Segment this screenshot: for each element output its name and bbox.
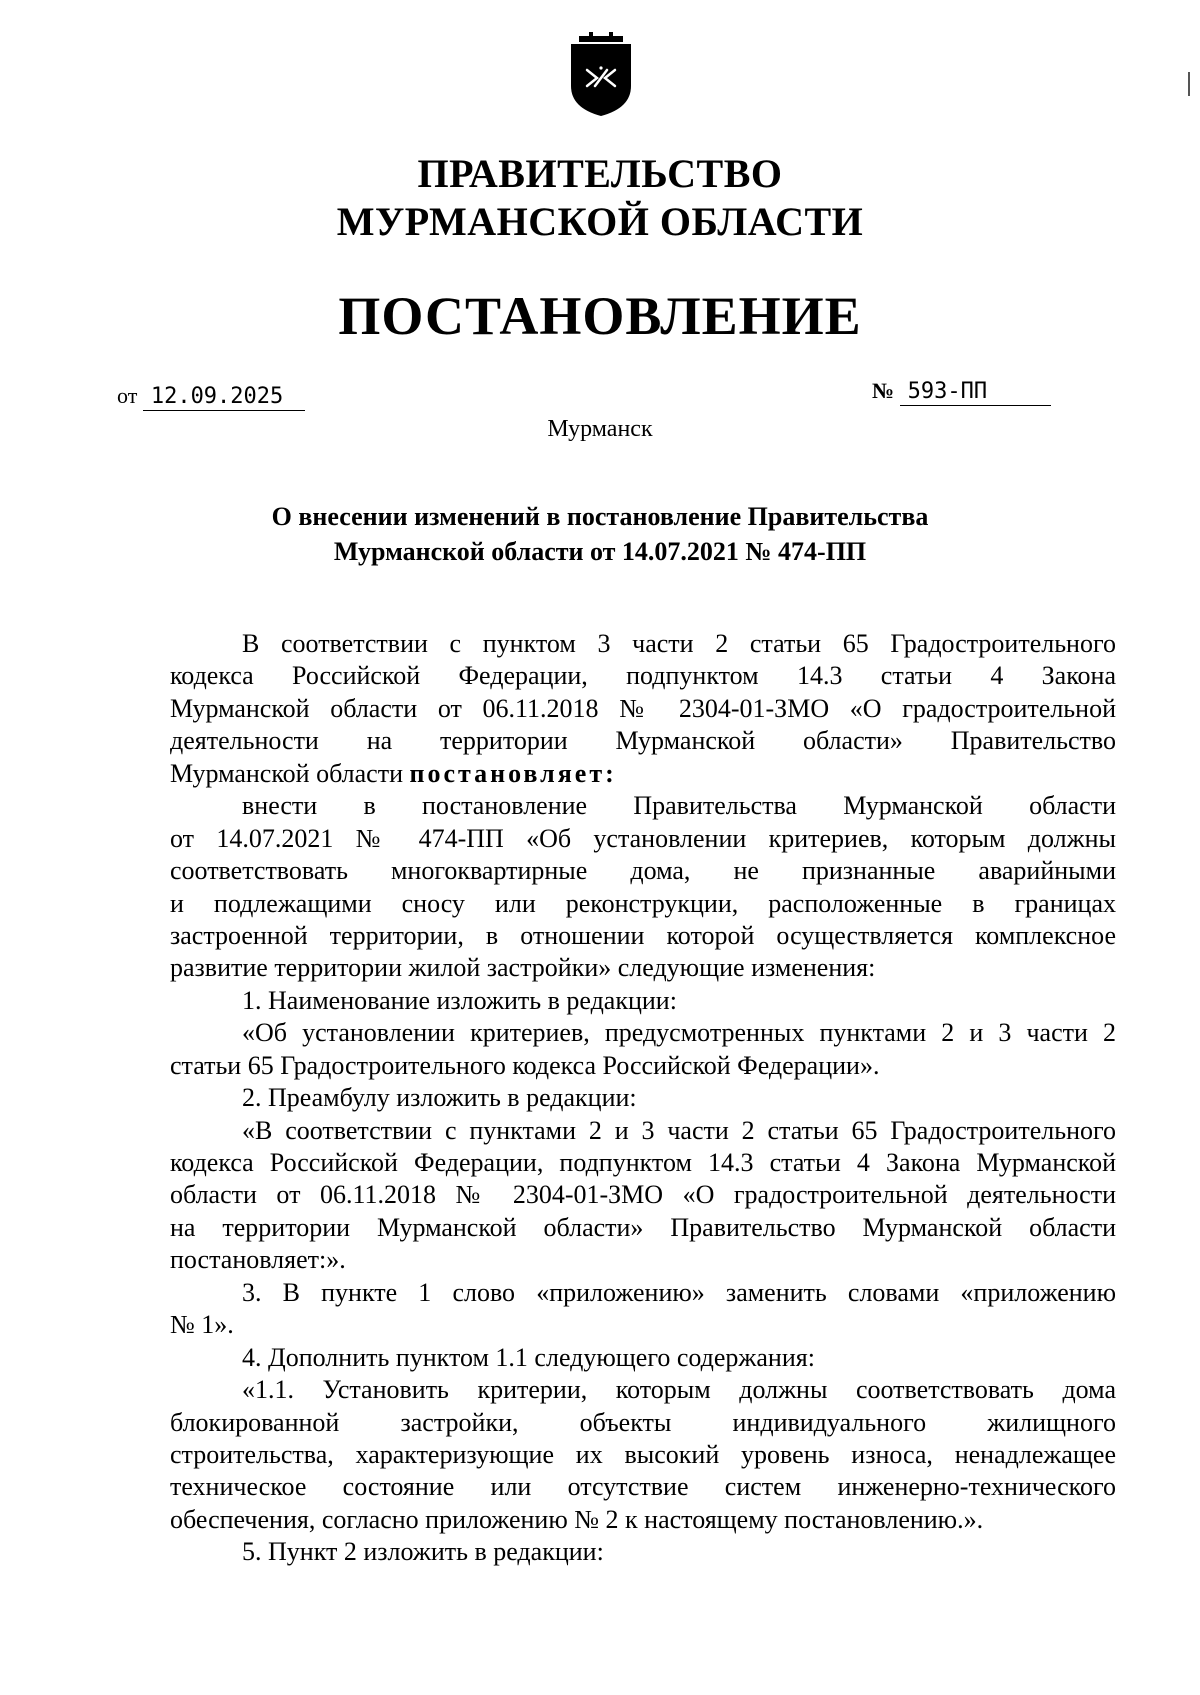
body-line: «В соответствии с пунктами 2 и 3 части 2 статьи 65 Градостроительного	[242, 1115, 1116, 1145]
body-line: В соответствии с пунктом 3 части 2 статьи 65 Градостроительного	[242, 629, 1116, 658]
body-line: кодекса Российской Федерации, подпунктом 14.3 статьи 4 Закона Мурманской	[170, 1148, 1116, 1177]
org-name-line1: ПРАВИТЕЛЬСТВО	[417, 151, 783, 196]
body-line: соответствовать многоквартирные дома, не признанные аварийными	[170, 856, 1116, 886]
document-number: 593-ПП	[900, 379, 1051, 406]
body-line: № 1».	[170, 1310, 234, 1340]
body-line: Мурманской области от 06.11.2018 № 2304-01-ЗМО «О градостроительной	[170, 693, 1116, 723]
body-line: и подлежащими сносу или реконструкции, расположенные в границах	[170, 888, 1116, 918]
date-prefix: от	[117, 383, 138, 408]
org-name-line2: МУРМАНСКОЙ ОБЛАСТИ	[336, 199, 864, 244]
body-line: техническое состояние или отсутствие систем инженерно-технического	[170, 1472, 1116, 1502]
body-line: 4. Дополнить пунктом 1.1 следующего содержания:	[242, 1342, 815, 1372]
body-line: внести в постановление Правительства Мурманской области	[242, 791, 1116, 821]
date-row	[117, 383, 305, 411]
subject-line2: Мурманской области от 14.07.2021 № 474-ПП	[333, 537, 867, 566]
body-line: развитие территории жилой застройки» следующие изменения:	[170, 953, 876, 983]
body-line: застроенной территории, в отношении которой осуществляется комплексное	[170, 920, 1116, 950]
body-line: кодекса Российской Федерации, подпунктом 14.3 статьи 4 Закона	[170, 661, 1116, 691]
body-line: 2. Преамбулу изложить в редакции:	[242, 1083, 637, 1113]
body-line: 1. Наименование изложить в редакции:	[242, 985, 677, 1015]
body-line-text: Мурманской области	[170, 758, 410, 788]
subject-line1: О внесении изменений в постановление Правительства	[271, 502, 929, 531]
body-line: 5. Пункт 2 изложить в редакции:	[242, 1537, 604, 1567]
body-line: постановляет:».	[170, 1245, 346, 1275]
body-line: от 14.07.2021 № 474-ПП «Об установлении критериев, которым должны	[170, 823, 1116, 853]
body-line-with-emphasis	[170, 758, 1116, 790]
coat-of-arms-emblem	[567, 30, 635, 118]
body-line: обеспечения, согласно приложению № 2 к настоящему постановлению.».	[170, 1504, 984, 1534]
body-line: блокированной застройки, объекты индивидуального жилищного	[170, 1407, 1116, 1437]
body-line: области от 06.11.2018 № 2304-01-ЗМО «О градостроительной деятельности	[170, 1180, 1116, 1210]
scan-edge-mark	[1188, 72, 1190, 96]
resolution-word: постановляет:	[409, 758, 617, 788]
document-date: 12.09.2025	[143, 384, 305, 411]
document-body	[170, 628, 1116, 1569]
number-row	[872, 378, 1051, 406]
body-line: на территории Мурманской области» Правительство Мурманской области	[170, 1212, 1116, 1242]
body-line: «1.1. Установить критерии, которым должны соответствовать дома	[242, 1375, 1116, 1405]
body-line: строительства, характеризующие их высокий уровень износа, ненадлежащее	[170, 1439, 1116, 1469]
number-prefix: №	[872, 378, 895, 403]
body-line: статьи 65 Градостроительного кодекса Российской Федерации».	[170, 1050, 880, 1080]
document-type: ПОСТАНОВЛЕНИЕ	[338, 286, 862, 346]
body-line: 3. В пункте 1 слово «приложению» заменить словами «приложению	[242, 1277, 1116, 1307]
city: Мурманск	[547, 416, 653, 442]
body-line: деятельности на территории Мурманской области» Правительство	[170, 726, 1116, 756]
body-line: «Об установлении критериев, предусмотренных пунктами 2 и 3 части 2	[242, 1018, 1116, 1048]
